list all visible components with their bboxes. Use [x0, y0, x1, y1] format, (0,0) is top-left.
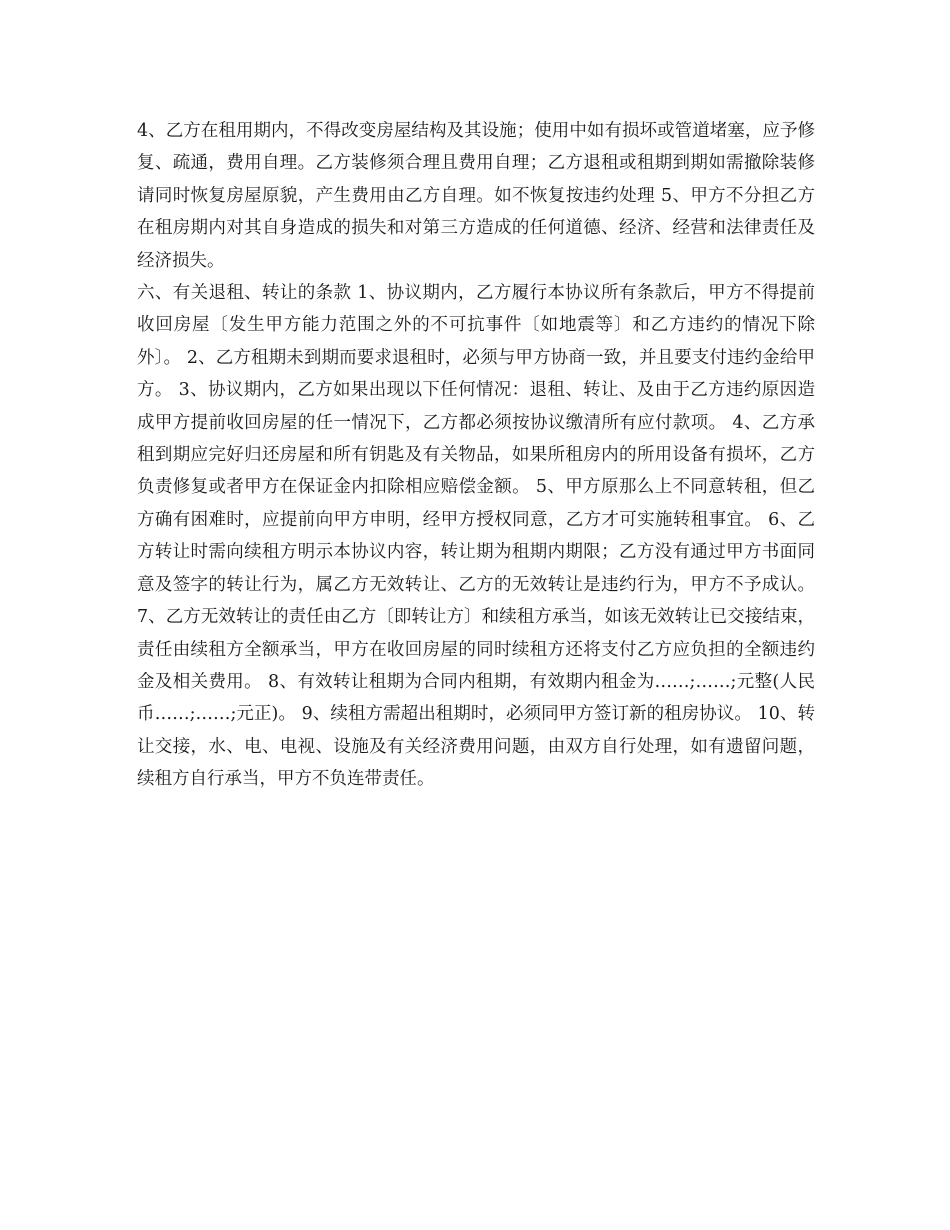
paragraph-clause-4-5: 4、乙方在租用期内，不得改变房屋结构及其设施；使用中如有损坏或管道堵塞，应予修复、疏通，费用自理。乙方装修须合理且费用自理；乙方退租或租期到期如需撤除装修请同时恢复房屋原貌，产生费用由乙方自理。如不恢复按违约处理 5、甲方不分担乙方在租房期内对其自身造成的损失和对第三方造成的任何道德、经济、经营和法律责任及经济损失。: [137, 121, 815, 271]
document-body: [137, 115, 815, 796]
paragraph-section-6-termination-transfer: 六、有关退租、转让的条款 1、协议期内，乙方履行本协议所有条款后，甲方不得提前收回房屋〔发生甲方能力范围之外的不可抗事件〔如地震等〕和乙方违约的情况下除外〕。 2、乙方租期未到期而要求退租时，必须与甲方协商一致，并且要支付违约金给甲方。 3、协议期内，乙方如果出现以下任何情况：退租、转让、及由于乙方违约原因造成甲方提前收回房屋的任一情况下，乙方都必须按协议缴清所有应付款项。 4、乙方承租到期应完好归还房屋和所有钥匙及有关物品，如果所租房内的所用设备有损坏，乙方负责修复或者甲方在保证金内扣除相应赔偿金额。 5、甲方原那么上不同意转租，但乙方确有困难时，应提前向甲方申明，经甲方授权同意，乙方才可实施转租事宜。 6、乙方转让时需向续租方明示本协议内容，转让期为租期内期限；乙方没有通过甲方书面同意及签字的转让行为，属乙方无效转让、乙方的无效转让是违约行为，甲方不予成认。7、乙方无效转让的责任由乙方〔即转让方〕和续租方承当，如该无效转让已交接结束，责任由续租方全额承当，甲方在收回房屋的同时续租方还将支付乙方应负担的全额违约金及相关费用。 8、有效转让租期为合同内租期，有效期内租金为……;……;元整(人民币……;……;元正)。 9、续租方需超出租期时，必须同甲方签订新的租房协议。 10、转让交接，水、电、电视、设施及有关经济费用问题，由双方自行处理，如有遗留问题，续租方自行承当，甲方不负连带责任。: [137, 283, 815, 790]
